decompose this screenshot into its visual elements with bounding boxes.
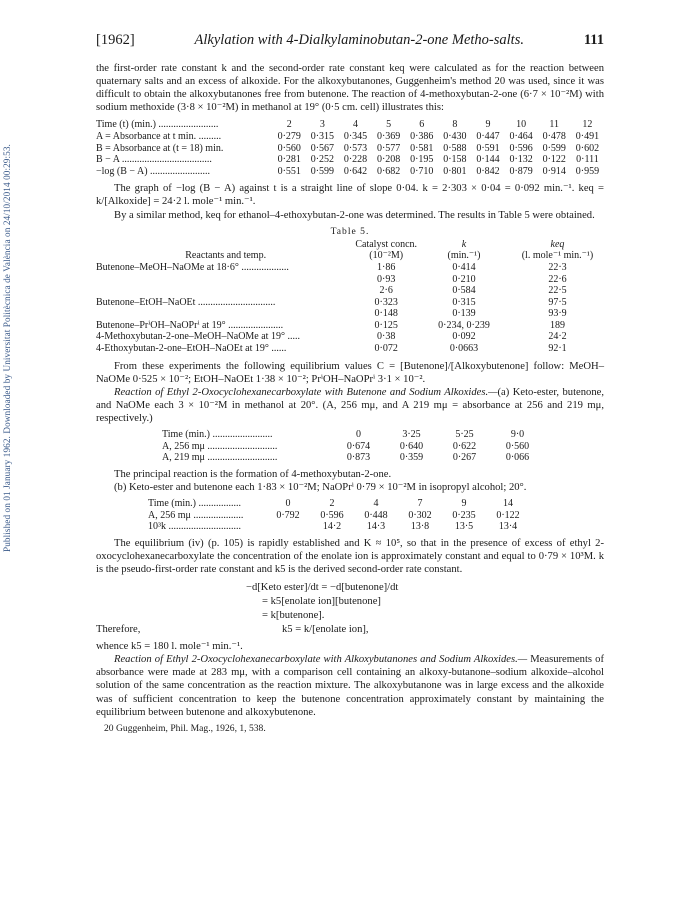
absorbance-table-cell: 0·478 [542,130,566,142]
intro-paragraph: the first-order rate constant k and the second-order rate constant keq were calculated as for the reaction between quaternary salts and an excess of alkoxide. For the alkoxybutanones, Guggenheim's method 20 was used, since it was difficult to obtain the alkoxybutanones free from butenone. The reaction of 4-methoxybutan-2-one (6·7 × 10⁻²M) with sodium methoxide (3·8 × 10⁻²M) in methanol at 19° (0·5 cm. cell) illustrates this: [96,63,604,114]
table5-keq: 93·9 [548,308,567,320]
absorbance-table-cell: 2 [286,119,292,131]
equation-4-row [96,623,604,637]
absorbance-table-b-cell: 7 [417,498,423,510]
absorbance-table-cell: 0·208 [376,154,401,166]
table5-k: 0·414 [452,261,476,273]
table5-head-keq: keq [550,238,565,250]
rate-equations [96,581,604,637]
absorbance-table-cell: 0·132 [509,154,533,166]
table5-head-row-2 [96,250,604,262]
table5-catalyst: 2·6 [379,285,393,297]
absorbance-table-cell: 9 [485,119,491,131]
text-column [96,34,604,735]
table5-catalyst: 1·86 [377,261,396,273]
absorbance-table-b-cell: 0·792 [276,509,300,521]
absorbance-table-a-cell: 0·560 [505,440,530,452]
absorbance-table-b-cell: 0·448 [364,509,388,521]
table5-row [96,297,604,309]
reaction-b-section [96,653,604,718]
table5-head-row-1 [96,239,604,251]
absorbance-table-cell: 0·279 [277,130,301,142]
absorbance-table-a-cell: 0·066 [505,452,530,464]
absorbance-table-b-row [148,510,530,522]
table5-k: 0·092 [452,331,476,343]
table5 [96,239,604,355]
absorbance-table-cell: 0·588 [443,142,467,154]
absorbance-table-cell: 0·195 [410,154,434,166]
table5-head-units-conc: (10⁻²M) [369,250,404,262]
absorbance-table-a-cell: 0·267 [452,452,477,464]
table5-keq: 22·3 [548,261,567,273]
absorbance-table-cell: 0·599 [542,142,566,154]
absorbance-table-cell: 0·158 [443,154,467,166]
whence-line: whence k5 = 180 l. mole⁻¹ min.⁻¹. [96,641,243,653]
absorbance-table-cell: 0·464 [509,130,533,142]
absorbance-table-row-label: B − A .................................... [96,154,212,166]
absorbance-table-a-cell: 0·640 [399,440,424,452]
table5-row [96,285,604,297]
download-watermark: Published on 01 January 1962. Downloaded by Universitat Politècnica de València on 24/10/2014 00:29:53. [2,144,12,552]
absorbance-table-b-cell: 13·4 [498,521,518,533]
therefore-label: Therefore, [96,624,141,636]
absorbance-table-b [148,498,530,533]
absorbance-table-a-row [162,429,544,441]
absorbance-table [96,119,604,177]
absorbance-table-b-cell: 14·3 [366,521,386,533]
table5-keq: 24·2 [548,331,567,343]
absorbance-table-b-cell: 13·5 [454,521,474,533]
absorbance-table-b-row [148,498,530,510]
absorbance-table-a-row-label: Time (min.) ........................ [162,429,273,441]
absorbance-table-a-row-label: A, 219 mμ ............................ [162,452,278,464]
table5-keq: 97·5 [548,296,567,308]
similar-method-paragraph: By a similar method, keq for ethanol–4-ethoxybutan-2-one was determined. The results in Table 5 were obtained. [114,209,595,221]
absorbance-table-row [96,131,604,143]
absorbance-table-cell: 0·122 [542,154,566,166]
reaction-b-text: Measurements of absorbance were made at 283 mμ, with a comparison cell containing an alkoxy-butanone–sodium alkoxide–alcohol solution of the same concentration as the reaction mixture. The alkoxybutanone was in large excess and the alkoxide was of sufficient concentration to keep the butenone concentration approximately constant by maintaining the equilibrium between butenone and alkoxybutenone. [96,654,604,718]
equilibrium-iv-paragraph: The equilibrium (iv) (p. 105) is rapidly established and K ≈ 10⁵, so that in the presence of excess of ethyl 2-oxocyclohexanecarboxylate the concentration of the enolate ion is approximately constant and equal to 0·79 × 10³M. k is the pseudo-first-order rate constant and k5 is the derived second-order rate constant. [96,537,604,576]
absorbance-table-b-row [148,521,530,533]
absorbance-table-row-label: B = Absorbance at (t = 18) min. [96,142,224,154]
absorbance-table-cell: 0·959 [575,165,600,177]
absorbance-table-cell: 0·602 [575,142,600,154]
table5-head-units-keq: (l. mole⁻¹ min.⁻¹) [521,250,594,262]
absorbance-table-cell: 8 [452,119,458,131]
header-year: [1962] [96,32,135,48]
absorbance-table-cell: 0·842 [476,165,500,177]
equation-2: = k5[enolate ion][butenone] [262,596,381,608]
absorbance-table-a-cell: 0·873 [346,452,371,464]
absorbance-table-b-cell: 0·596 [320,509,344,521]
equation-1: −d[Keto ester]/dt = −d[butenone]/dt [246,582,399,594]
table5-catalyst: 0·072 [374,343,398,355]
absorbance-table-cell: 0·228 [343,154,368,166]
absorbance-table-cell: 0·315 [310,130,335,142]
absorbance-table-cell: 3 [319,119,325,131]
absorbance-table-b-row-label: Time (min.) ................. [148,498,241,510]
absorbance-table-cell: 0·430 [443,130,467,142]
absorbance-table-a-row [162,452,544,464]
table5-row [96,331,604,343]
reaction-a-paragraph [96,386,604,425]
table5-head-reactants: Reactants and temp. [185,250,267,262]
absorbance-table-b-cell [266,521,310,533]
absorbance-table-b-cell: 14 [503,498,513,510]
table5-k: 0·210 [452,273,476,285]
table5-reactants: 4-Methoxybutan-2-one–MeOH–NaOMe at 19° ..... [96,331,300,343]
absorbance-table-a-row-label: A, 256 mμ ............................ [162,440,278,452]
absorbance-table-b-cell: 4 [373,498,379,510]
table5-catalyst: 0·323 [374,296,398,308]
absorbance-table-cell: 0·345 [343,130,368,142]
footnote: 20 Guggenheim, Phil. Mag., 1926, 1, 538. [104,722,266,734]
absorbance-table-cell: 5 [386,119,392,131]
table5-catalyst: 0·125 [374,319,398,331]
table5-reactants [96,308,355,320]
absorbance-table-cell: 0·567 [310,142,335,154]
table5-reactants: Butenone–MeOH–NaOMe at 18·6° ................... [96,261,289,273]
table5-head-catalyst: Catalyst concn. [355,238,418,250]
absorbance-table-a-cell: 0·674 [346,440,371,452]
absorbance-table-row [96,143,604,155]
absorbance-table-cell: 0·281 [277,154,301,166]
table5-reactants: Butenone–PrⁱOH–NaOPrⁱ at 19° ...................... [96,319,284,331]
absorbance-table-b-cell: 9 [461,498,467,510]
absorbance-table-b-cell: 0·235 [452,509,476,521]
reaction-b-title: Reaction of Ethyl 2-Oxocyclohexanecarboxylate with Alkoxybutanones and Sodium Alkoxides.— [114,654,528,666]
absorbance-table-b-cell: 13·8 [410,521,430,533]
absorbance-table-a [162,429,544,464]
absorbance-table-cell: 0·447 [476,130,500,142]
equation-3: = k[butenone]. [262,610,325,622]
absorbance-table-row [96,154,604,166]
absorbance-table-a-cell: 0 [356,429,361,441]
table5-k: 0·139 [452,308,476,320]
table5-keq: 189 [550,319,565,331]
absorbance-table-b-cell: 0 [285,498,291,510]
absorbance-table-row-label: A = Absorbance at t min. ......... [96,130,222,142]
absorbance-table-a-cell: 3·25 [402,429,421,441]
absorbance-table-a-cell: 9·0 [510,429,525,441]
absorbance-table-cell: 10 [516,119,527,131]
header-title: Alkylation with 4-Dialkylaminobutan-2-one Metho-salts. [194,32,524,48]
absorbance-table-row [96,166,604,178]
absorbance-table-a-cell: 5·25 [455,429,474,441]
absorbance-table-cell: 0·596 [509,142,533,154]
reaction-a-title: Reaction of Ethyl 2-Oxocyclohexanecarboxylate with Butenone and Sodium Alkoxides.— [114,386,498,398]
table5-catalyst: 0·38 [377,331,396,343]
absorbance-table-cell: 0·599 [310,165,335,177]
table5-catalyst: 0·148 [374,308,398,320]
absorbance-table-b-cell: 14·2 [322,521,342,533]
table5-reactants: 4-Ethoxybutan-2-one–EtOH–NaOEt at 19° ...... [96,343,287,355]
absorbance-table-cell: 0·801 [443,165,467,177]
absorbance-table-cell: 0·144 [476,154,500,166]
absorbance-table-a-row [162,441,544,453]
table5-catalyst: 0·93 [377,273,396,285]
absorbance-table-cell: 0·573 [343,142,368,154]
reaction-a-text: (a) Keto-ester, butenone, and NaOMe each 3 × 10⁻²M in methanol at 20°. (A, 256 mμ, and A 219 mμ = absorbance at 256 and 219 mμ, respectively.) [96,386,604,425]
absorbance-table-cell: 0·710 [410,165,434,177]
absorbance-table-cell: 0·914 [542,165,566,177]
table5-reactants [96,274,355,286]
principal-reaction-paragraph: The principal reaction is the formation of 4-methoxybutan-2-one. [114,468,392,480]
table5-row [96,308,604,320]
absorbance-table-cell: 0·879 [509,165,533,177]
table5-head-k: k [461,238,467,250]
absorbance-table-b-cell: 0·122 [496,509,520,521]
absorbance-table-cell: 0·581 [410,142,434,154]
table5-row [96,343,604,355]
table5-reactants: Butenone–EtOH–NaOEt ............................... [96,296,276,308]
table5-keq: 22·5 [548,285,567,297]
running-header [96,34,604,52]
absorbance-table-a-cell: 0·359 [399,452,424,464]
table5-k: 0·315 [452,296,476,308]
absorbance-table-cell: 12 [582,119,593,131]
absorbance-table-b-cell: 0·302 [408,509,432,521]
table5-k: 0·234, 0·239 [438,319,490,331]
absorbance-table-cell: 4 [353,119,358,131]
absorbance-table-cell: 0·111 [576,154,599,166]
table5-keq: 22·6 [548,273,567,285]
reaction-b-paragraph: (b) Keto-ester and butenone each 1·83 × 10⁻²M; NaOPrⁱ 0·79 × 10⁻²M in isopropyl alcohol; 20°. [114,482,527,493]
absorbance-table-b-cell: 2 [329,498,335,510]
absorbance-table-cell: 0·386 [410,130,434,142]
absorbance-table-cell: 0·642 [343,165,368,177]
table5-k: 0·0663 [449,343,479,355]
absorbance-table-cell: 0·591 [476,142,500,154]
table5-k: 0·584 [452,285,476,297]
graph-paragraph: The graph of −log (B − A) against t is a straight line of slope 0·04. k = 2·303 × 0·04 = 0·092 min.⁻¹. keq = k/[Alkoxide] = 24·2 l. mole⁻¹ min.⁻¹. [96,183,604,208]
table5-reactants [96,285,355,297]
table5-row [96,274,604,286]
absorbance-table-b-row-label: 10³k ............................. [148,521,241,533]
absorbance-table-row-label: −log (B − A) ........................ [96,165,211,177]
header-page-number: 111 [583,32,604,48]
absorbance-table-cell: 0·560 [277,142,301,154]
absorbance-table-cell: 11 [549,119,560,131]
absorbance-table-b-row-label: A, 256 mμ .................... [148,509,244,521]
equilibrium-paragraph: From these experiments the following equilibrium values C = [Butenone]/[Alkoxybutenone] follow: MeOH–NaOMe 0·525 × 10⁻²; EtOH–NaOEt 1·38 × 10⁻²; PrⁱOH–NaOPrⁱ 3·1 × 10⁻². [96,360,604,385]
absorbance-table-row [96,119,604,131]
absorbance-table-cell: 0·491 [575,130,600,142]
absorbance-table-cell: 6 [419,119,425,131]
table5-row [96,262,604,274]
absorbance-table-cell: 0·577 [376,142,401,154]
table5-row [96,320,604,332]
equation-4: k5 = k/[enolate ion], [282,624,369,636]
table5-keq: 92·1 [548,343,567,355]
absorbance-table-cell: 0·682 [376,165,401,177]
absorbance-table-cell: 0·252 [310,154,335,166]
absorbance-table-cell: 0·551 [277,165,301,177]
absorbance-table-row-label: Time (t) (min.) ........................ [96,119,219,131]
table5-title: Table 5. [330,225,370,237]
absorbance-table-a-cell: 0·622 [452,440,477,452]
table5-head-units-k: (min.⁻¹) [447,250,481,262]
absorbance-table-cell: 0·369 [376,130,401,142]
